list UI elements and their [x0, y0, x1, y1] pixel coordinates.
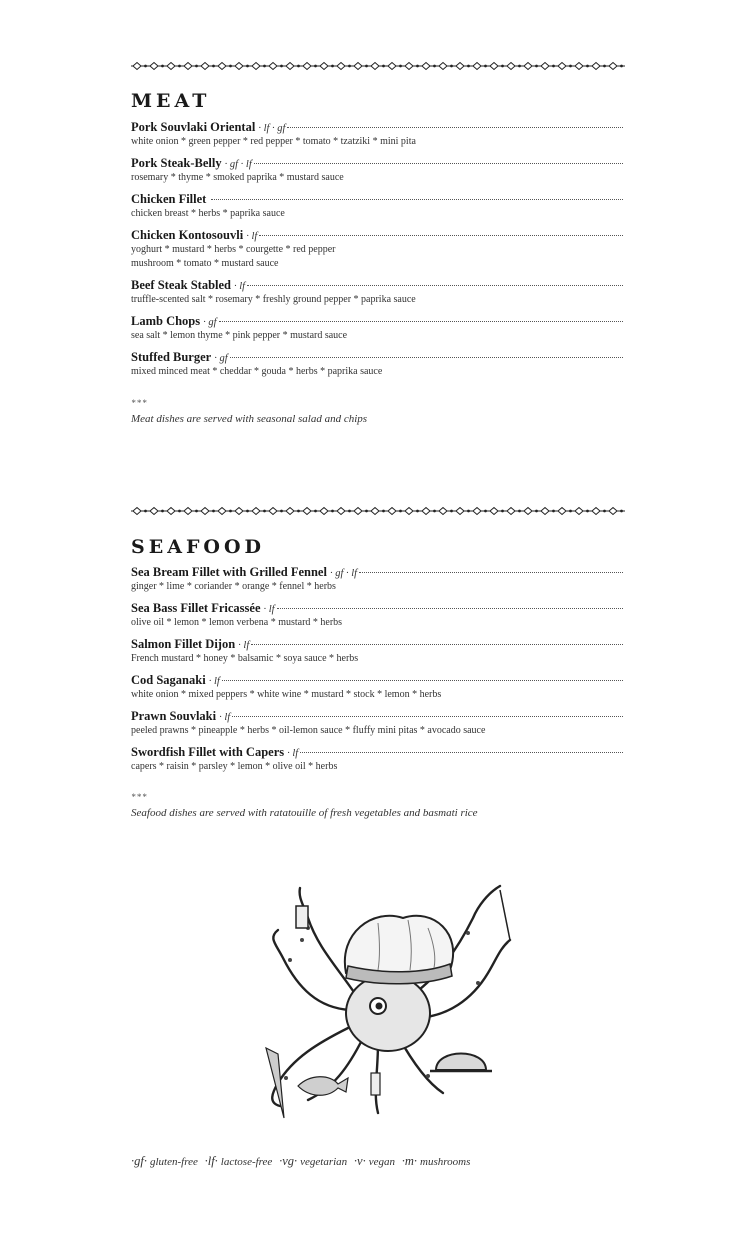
dish-tags: · lf [219, 712, 231, 723]
seafood-section-title: SEAFOOD [131, 536, 266, 558]
legend-definition: lactose-free [220, 1156, 273, 1168]
menu-item [131, 227, 623, 277]
legend-abbr: ·v· [353, 1154, 366, 1168]
dish-description: yoghurt * mustard * herbs * courgette * red pepper [131, 244, 336, 255]
dish-description: rosemary * thyme * smoked paprika * mustard sauce [131, 172, 344, 183]
dish-description: olive oil * lemon * lemon verbena * mustard * herbs [131, 617, 343, 628]
meat-note-stars: *** [131, 398, 148, 408]
dish-name: Beef Steak Stabled [131, 278, 231, 292]
dish-name: Prawn Souvlaki [131, 709, 217, 723]
dish-tags: · gf [203, 317, 217, 328]
dish-description: truffle-scented salt * rosemary * freshly ground pepper * paprika sauce [131, 294, 416, 305]
dish-description: capers * raisin * parsley * lemon * olive oil * herbs [131, 761, 338, 772]
dish-name: Sea Bream Fillet with Grilled Fennel [131, 565, 327, 579]
dish-description: chicken breast * herbs * paprika sauce [131, 208, 285, 219]
ornament-divider-top [131, 61, 625, 71]
dish-description: ginger * lime * coriander * orange * fennel * herbs [131, 581, 336, 592]
legend-abbr: ·lf· [204, 1154, 218, 1168]
dish-description: mushroom * tomato * mustard sauce [131, 258, 279, 269]
dish-tags: · gf · lf [224, 159, 252, 170]
menu-item [131, 600, 623, 636]
legend-definition: vegan [368, 1156, 395, 1168]
dish-name: Cod Saganaki [131, 673, 206, 687]
menu-item [131, 636, 623, 672]
dotted-leader [232, 716, 623, 717]
dish-description: white onion * mixed peppers * white wine * mustard * stock * lemon * herbs [131, 689, 442, 700]
seafood-menu-list [131, 564, 623, 780]
dotted-leader [211, 199, 623, 200]
octopus-chef-illustration [238, 878, 528, 1123]
menu-item [131, 564, 623, 600]
dish-description: French mustard * honey * balsamic * soya sauce * herbs [131, 653, 359, 664]
menu-item [131, 744, 623, 780]
ornament-divider-middle [131, 506, 625, 516]
dish-tags: · lf [287, 748, 299, 759]
dish-name: Salmon Fillet Dijon [131, 637, 236, 651]
meat-section-title: MEAT [131, 90, 211, 112]
legend-definition: vegetarian [300, 1156, 348, 1168]
dish-tags: · gf · lf [329, 568, 358, 579]
dotted-leader [247, 285, 623, 286]
dish-tags: · gf [214, 353, 228, 364]
menu-item [131, 672, 623, 708]
meat-menu-list [131, 119, 623, 385]
dish-tags: · lf [238, 640, 250, 651]
dotted-leader [300, 752, 623, 753]
menu-item [131, 349, 623, 385]
menu-item [131, 191, 623, 227]
meat-note: Meat dishes are served with seasonal salad and chips [131, 413, 368, 425]
menu-item [131, 708, 623, 744]
dish-name: Pork Souvlaki Oriental [131, 120, 256, 134]
dish-name: Chicken Kontosouvli [131, 228, 244, 242]
dish-tags: · lf [208, 676, 220, 687]
dish-name: Lamb Chops [131, 314, 201, 328]
dotted-leader [287, 127, 623, 128]
menu-item [131, 155, 623, 191]
dotted-leader [359, 572, 623, 573]
dish-tags: · lf [246, 231, 258, 242]
dish-name: Chicken Fillet [131, 192, 207, 206]
dotted-leader [230, 357, 623, 358]
dish-description: mixed minced meat * cheddar * gouda * herbs * paprika sauce [131, 366, 383, 377]
legend-abbr: ·vg· [279, 1154, 298, 1168]
menu-item [131, 313, 623, 349]
dish-name: Stuffed Burger [131, 350, 212, 364]
legend-abbr: ·gf· [131, 1154, 147, 1168]
dotted-leader [219, 321, 623, 322]
dotted-leader [254, 163, 623, 164]
dish-tags: · lf · gf [258, 123, 286, 134]
dotted-leader [251, 644, 623, 645]
menu-item [131, 277, 623, 313]
dish-name: Swordfish Fillet with Capers [131, 745, 285, 759]
dish-description: white onion * green pepper * red pepper * tomato * tzatziki * mini pita [131, 136, 416, 147]
legend-definition: gluten-free [149, 1156, 198, 1168]
dotted-leader [222, 680, 623, 681]
dish-name: Sea Bass Fillet Fricassée [131, 601, 261, 615]
dietary-legend [131, 1154, 474, 1169]
legend-definition: mushrooms [420, 1156, 471, 1168]
dish-description: sea salt * lemon thyme * pink pepper * mustard sauce [131, 330, 348, 341]
dish-description: peeled prawns * pineapple * herbs * oil-lemon sauce * fluffy mini pitas * avocado sauce [131, 725, 486, 736]
legend-abbr: ·m· [401, 1154, 418, 1168]
dish-name: Pork Steak-Belly [131, 156, 222, 170]
dish-tags: · lf [234, 281, 246, 292]
dish-tags: · lf [263, 604, 275, 615]
dotted-leader [259, 235, 623, 236]
seafood-note-stars: *** [131, 792, 148, 802]
dotted-leader [277, 608, 623, 609]
menu-item [131, 119, 623, 155]
seafood-note: Seafood dishes are served with ratatouille of fresh vegetables and basmati rice [131, 807, 478, 819]
